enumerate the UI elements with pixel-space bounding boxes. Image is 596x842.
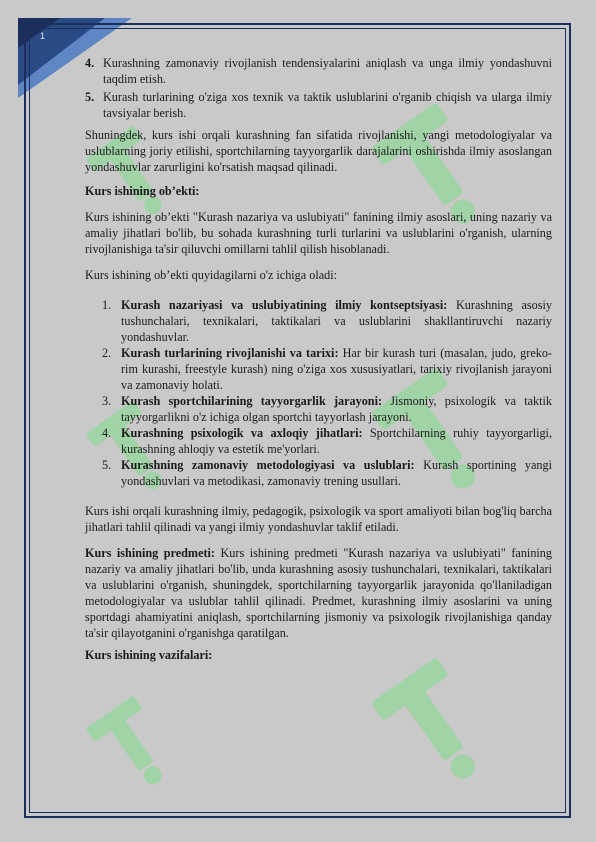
heading-text: Kurs ishining vazifalari: <box>85 648 213 662</box>
object-list <box>102 297 552 489</box>
list-item <box>102 393 552 425</box>
list-item-title: Kurash nazariyasi va uslubiyatining ilmiy kontseptsiyasi: <box>121 298 448 312</box>
object-includes-text: Kurs ishining ob’ekti quyidagilarni o'z ichiga oladi: <box>85 268 337 282</box>
subject-label: Kurs ishining predmeti: <box>85 546 215 560</box>
list-text: Jismoniy, psixologik va taktik tayyorgarlikni o'z ichiga olgan sportchi tayyorlash jarayoni. <box>121 394 552 424</box>
list-text: Har bir kurash turi (masalan, judo, greko-rim kurashi, freestyle kurash) ning o'ziga xos xususiyatlari, tarixiy rivojlanish jarayoni va zamonaviy holati. <box>121 346 552 392</box>
subject-text: Kurs ishining predmeti "Kurash nazariya va uslubiyati" fanining nazariy va amaliy jihatlari bo'lib, unda kurashning asosiy tushunchalari, texnikalari, taktikalari va uslublarini o'rganish, shuningdek, sportchilarning tayyorgarlik jarayonida qo'llaniladigan metodologiyalar va uslublar tahlil qilinadi. Predmet, kurashning ilmiy asoslarini va uning sportdagi ahamiyatini aniqlash, sportchilarning jismoniy va psixologik rivojlanishiga qanday ta'sir qilayotganini o'rganishga qaratilgan. <box>85 546 552 640</box>
list-number: 4. <box>85 56 95 70</box>
object-heading <box>85 183 552 199</box>
list-number: 4. <box>102 426 112 440</box>
tasks-heading <box>85 647 552 663</box>
object-paragraph: Kurs ishining ob’ekti "Kurash nazariya va uslubiyati" fanining ilmiy asoslari, uning nazariy va amaliy jihatlari bo'lib, bu sohada kurashning turli turlarini va uslublarini o'rganish, ularning rivojlanishiga ta'sir qiluvchi omillarni tahlil qilish hisoblanadi. <box>85 210 552 256</box>
list-number: 5. <box>85 90 95 104</box>
summary-paragraph: Kurs ishi orqali kurashning ilmiy, pedagogik, psixologik va sport amaliyoti bilan bog'liq barcha jihatlari tahlil qilinadi va yangi ilmiy yondashuvlar taklif etiladi. <box>85 504 552 534</box>
list-text: Sportchilarning ruhiy tayyorgarligi, kurashning ahloqiy va estetik me'yorlari. <box>121 426 552 456</box>
list-item <box>102 345 552 393</box>
list-number: 3. <box>102 394 112 408</box>
list-text: Kurash sportining yangi yondashuvlari va metodikasi, zamonaviy trening usullari. <box>121 458 552 488</box>
watermark-logo-icon <box>85 690 180 800</box>
list-item <box>85 89 552 121</box>
list-item-title: Kurashning zamonaviy metodologiyasi va uslublari: <box>121 458 415 472</box>
list-text: Kurashning zamonaviy rivojlanish tendensiyalarini aniqlash va unga ilmiy yondashuvni taqdim etish. <box>103 56 552 86</box>
list-item-title: Kurash turlarining rivojlanishi va tarixi: <box>121 346 339 360</box>
watermark-logo-icon <box>370 650 500 800</box>
intro-paragraph: Shuningdek, kurs ishi orqali kurashning fan sifatida rivojlanishi, yangi metodologiyalar va uslublarning joriy etilishi, sportchilarning tayyorgarlik darajalarini oshirishda ilmiy asoslangan yondashuvlar zarurligini ko'rsatish maqsad qilinadi. <box>85 128 552 174</box>
list-number: 5. <box>102 458 112 472</box>
document-body <box>85 55 552 663</box>
list-text: Kurashning asosiy tushunchalari, texnikalari, taktikalari va uslublarini shakllantiruvchi nazariy yondashuvlar. <box>121 298 552 344</box>
list-item <box>85 55 552 87</box>
list-text: Kurash turlarining o'ziga xos texnik va taktik uslublarini o'rganib chiqish va ularga ilmiy tavsiyalar berish. <box>103 90 552 120</box>
list-item <box>102 425 552 457</box>
list-number: 2. <box>102 346 112 360</box>
list-item-title: Kurash sportchilarining tayyorgarlik jarayoni: <box>121 394 383 408</box>
subject-paragraph <box>85 545 552 641</box>
page-number: 1 <box>40 31 46 41</box>
list-number: 1. <box>102 298 112 312</box>
heading-text: Kurs ishining ob’ekti: <box>85 184 200 198</box>
list-item-title: Kurashning psixologik va axloqiy jihatlari: <box>121 426 363 440</box>
list-item <box>102 297 552 345</box>
top-numbered-list <box>85 55 552 121</box>
list-item <box>102 457 552 489</box>
